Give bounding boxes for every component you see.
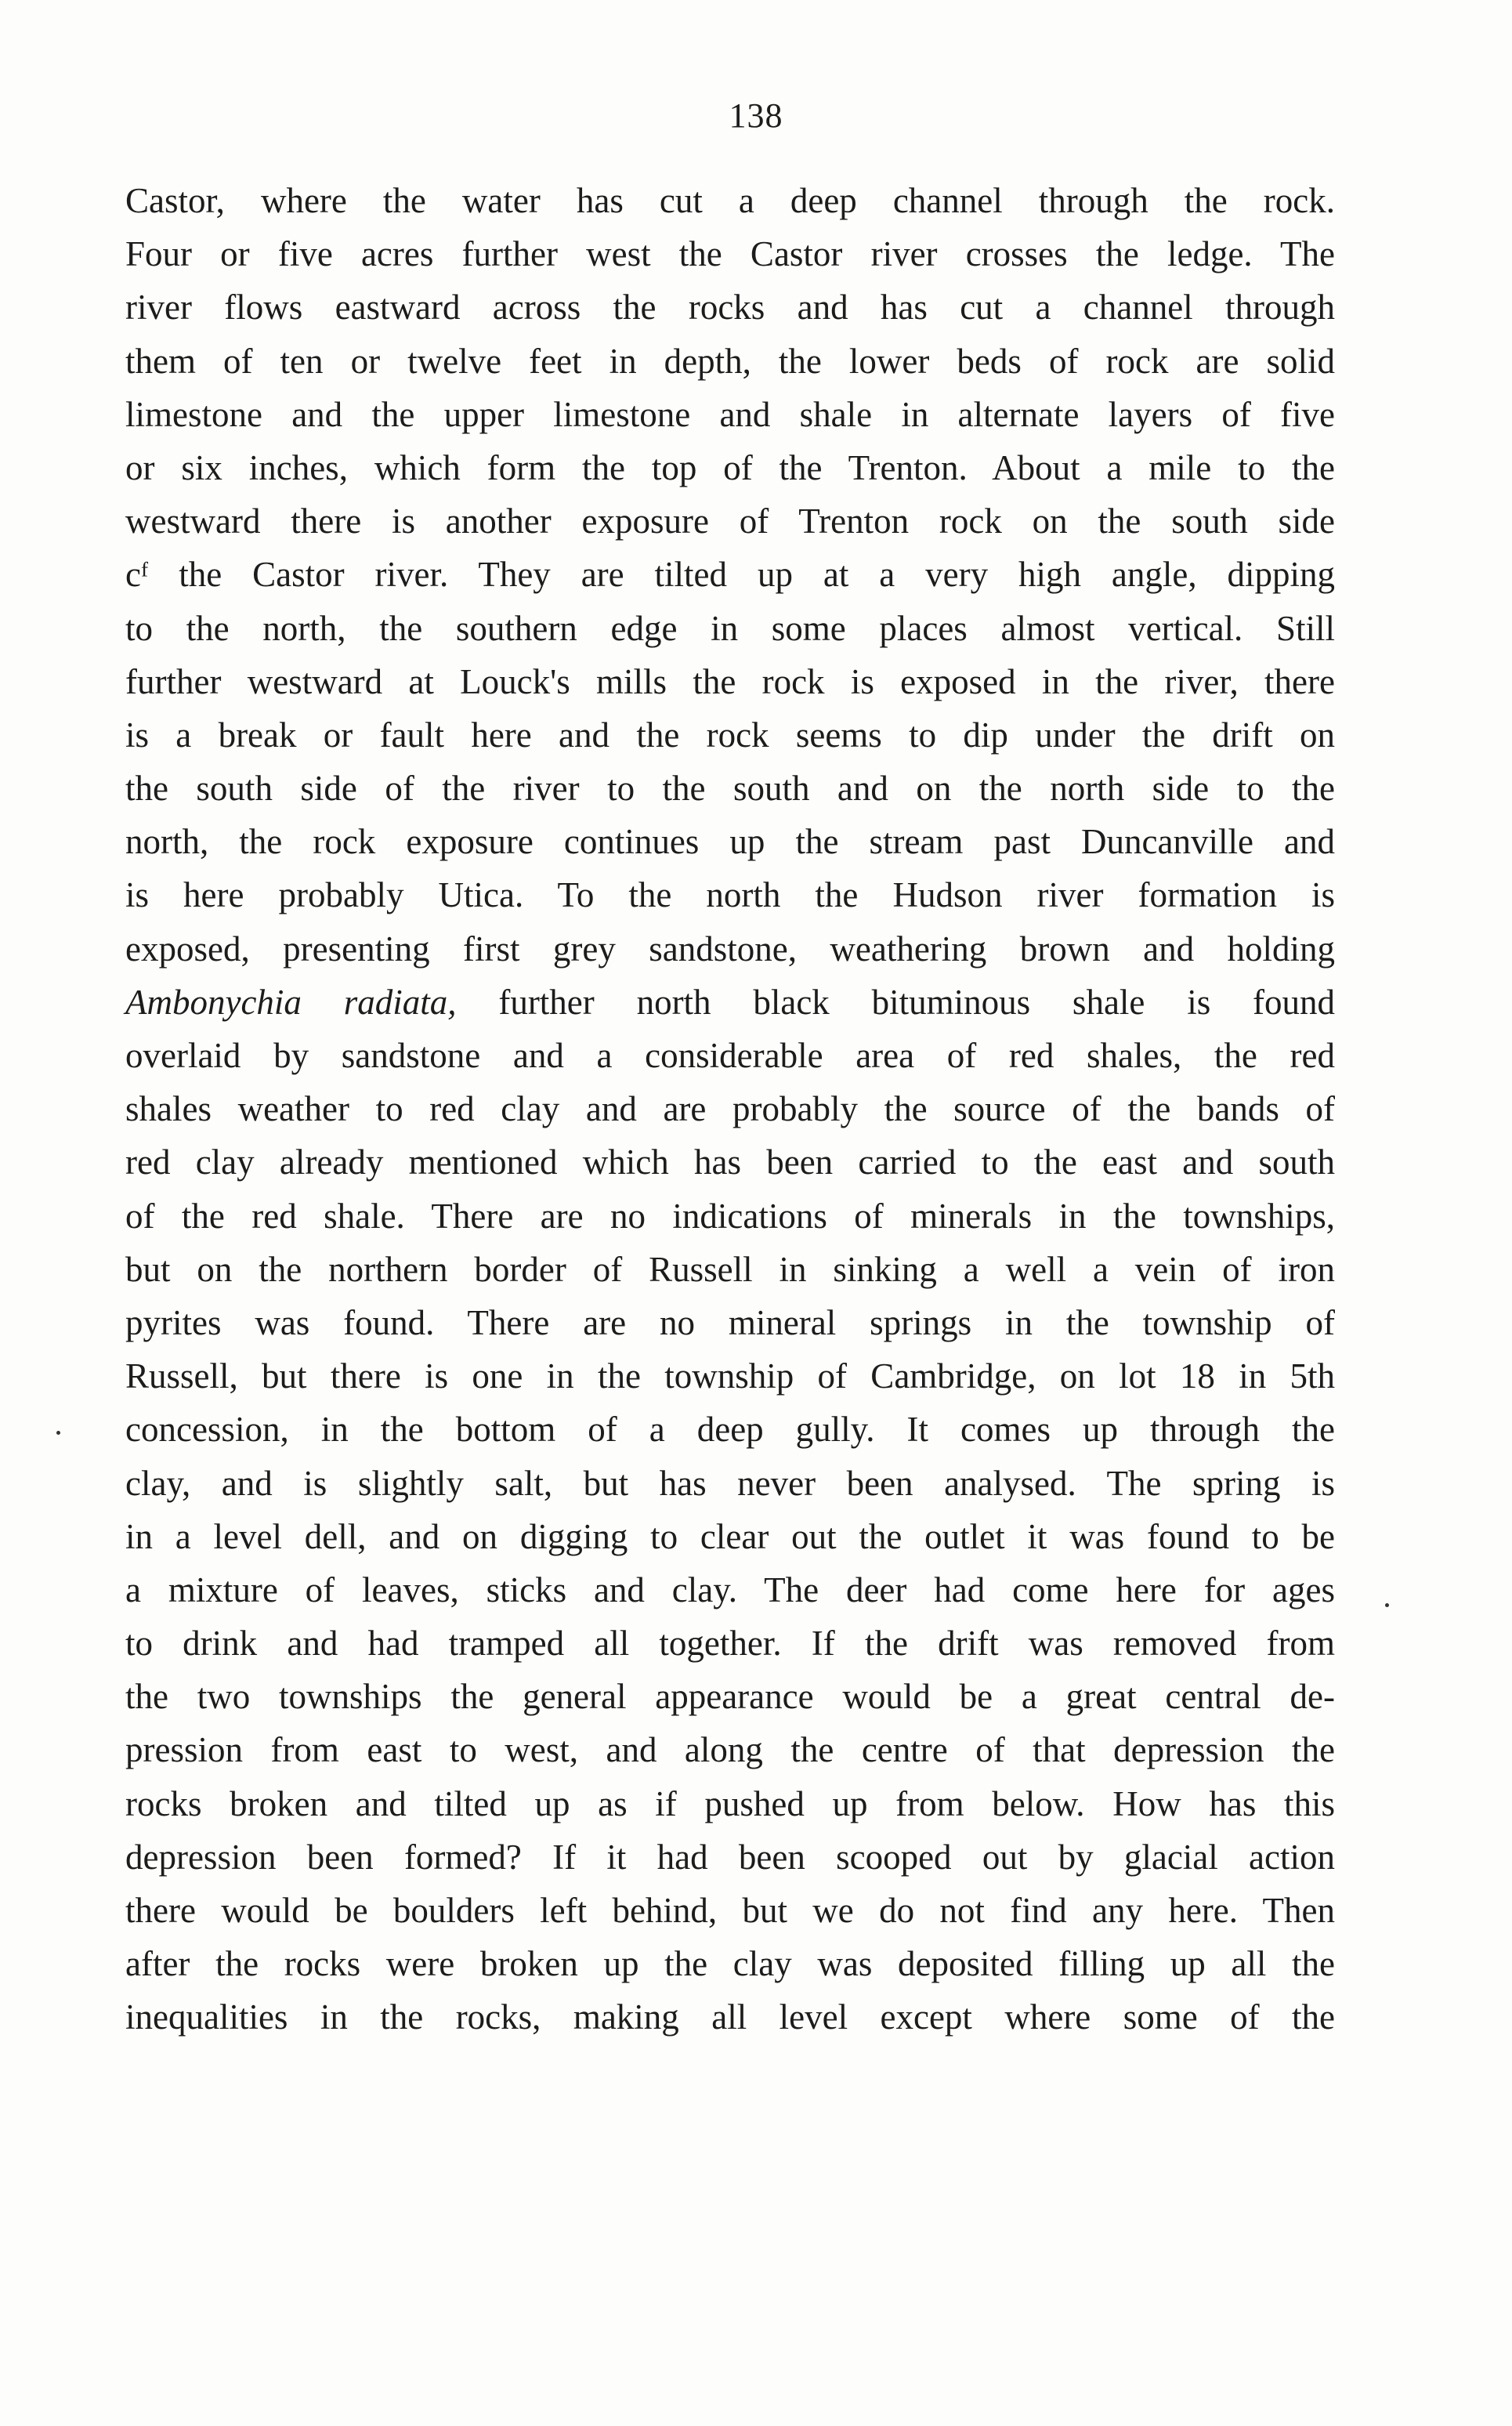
text-line: depression been formed? If it had been scooped out by glacial action	[125, 1837, 1335, 1877]
text-line: shales weather to red clay and are probably the source of the bands of	[125, 1089, 1335, 1129]
scan-speck	[1385, 1603, 1389, 1607]
text-line-with-taxon	[125, 976, 1335, 1029]
text-line-rest: further north black bituminous shale is found	[498, 982, 1336, 1022]
text-line: north, the rock exposure continues up the stream past Duncanville and	[125, 822, 1335, 862]
text-line: concession, in the bottom of a deep gully. It comes up through the	[125, 1410, 1335, 1450]
text-line: clay, and is slightly salt, but has never been analysed. The spring is	[125, 1463, 1335, 1503]
text-line: the two townships the general appearance would be a great central de-	[125, 1677, 1335, 1717]
text-line: to drink and had tramped all together. If the drift was removed from	[125, 1624, 1335, 1664]
text-line: pyrites was found. There are no mineral springs in the township of	[125, 1302, 1335, 1342]
text-line: rocks broken and tilted up as if pushed up from below. How has this	[125, 1783, 1335, 1823]
body-text	[125, 174, 1335, 2044]
text-line: red clay already mentioned which has been carried to the east and south	[125, 1142, 1335, 1182]
text-line: exposed, presenting first grey sandstone, weathering brown and holding	[125, 929, 1335, 969]
text-line: cᶠ the Castor river. They are tilted up at a very high angle, dipping	[125, 555, 1335, 595]
text-line: river flows eastward across the rocks and has cut a channel through	[125, 288, 1335, 328]
page-number: 138	[729, 96, 783, 135]
text-line: is a break or fault here and the rock seems to dip under the drift on	[125, 715, 1335, 755]
taxon-name: Ambonychia radiata,	[125, 982, 457, 1022]
text-line: Castor, where the water has cut a deep channel through the rock.	[125, 181, 1335, 220]
text-line: is here probably Utica. To the north the Hudson river formation is	[125, 875, 1335, 915]
text-line: Russell, but there is one in the township of Cambridge, on lot 18 in 5th	[125, 1356, 1335, 1396]
text-line: pression from east to west, and along the centre of that depression the	[125, 1730, 1335, 1770]
text-line: the south side of the river to the south and on the north side to the	[125, 769, 1335, 809]
text-line: a mixture of leaves, sticks and clay. The deer had come here for ages	[125, 1570, 1335, 1609]
text-line: inequalities in the rocks, making all level except where some of the	[125, 1997, 1335, 2037]
scan-speck	[56, 1431, 60, 1435]
text-line: them of ten or twelve feet in depth, the lower beds of rock are solid	[125, 341, 1335, 381]
text-line: but on the northern border of Russell in sinking a well a vein of iron	[125, 1249, 1335, 1289]
text-line: after the rocks were broken up the clay was deposited filling up all the	[125, 1944, 1335, 1984]
text-line: Four or five acres further west the Castor river crosses the ledge. The	[125, 234, 1335, 274]
text-line: in a level dell, and on digging to clear out the outlet it was found to be	[125, 1516, 1335, 1556]
text-line: or six inches, which form the top of the Trenton. About a mile to the	[125, 447, 1335, 487]
text-line: westward there is another exposure of Trenton rock on the south side	[125, 501, 1335, 541]
text-line: overlaid by sandstone and a considerable area of red shales, the red	[125, 1036, 1335, 1075]
text-line: to the north, the southern edge in some places almost vertical. Still	[125, 608, 1335, 648]
text-line: there would be boulders left behind, but we do not find any here. Then	[125, 1891, 1335, 1930]
text-line: limestone and the upper limestone and shale in alternate layers of five	[125, 394, 1335, 434]
text-line: further westward at Louck's mills the rock is exposed in the river, there	[125, 661, 1335, 701]
text-line: of the red shale. There are no indications of minerals in the townships,	[125, 1196, 1335, 1236]
